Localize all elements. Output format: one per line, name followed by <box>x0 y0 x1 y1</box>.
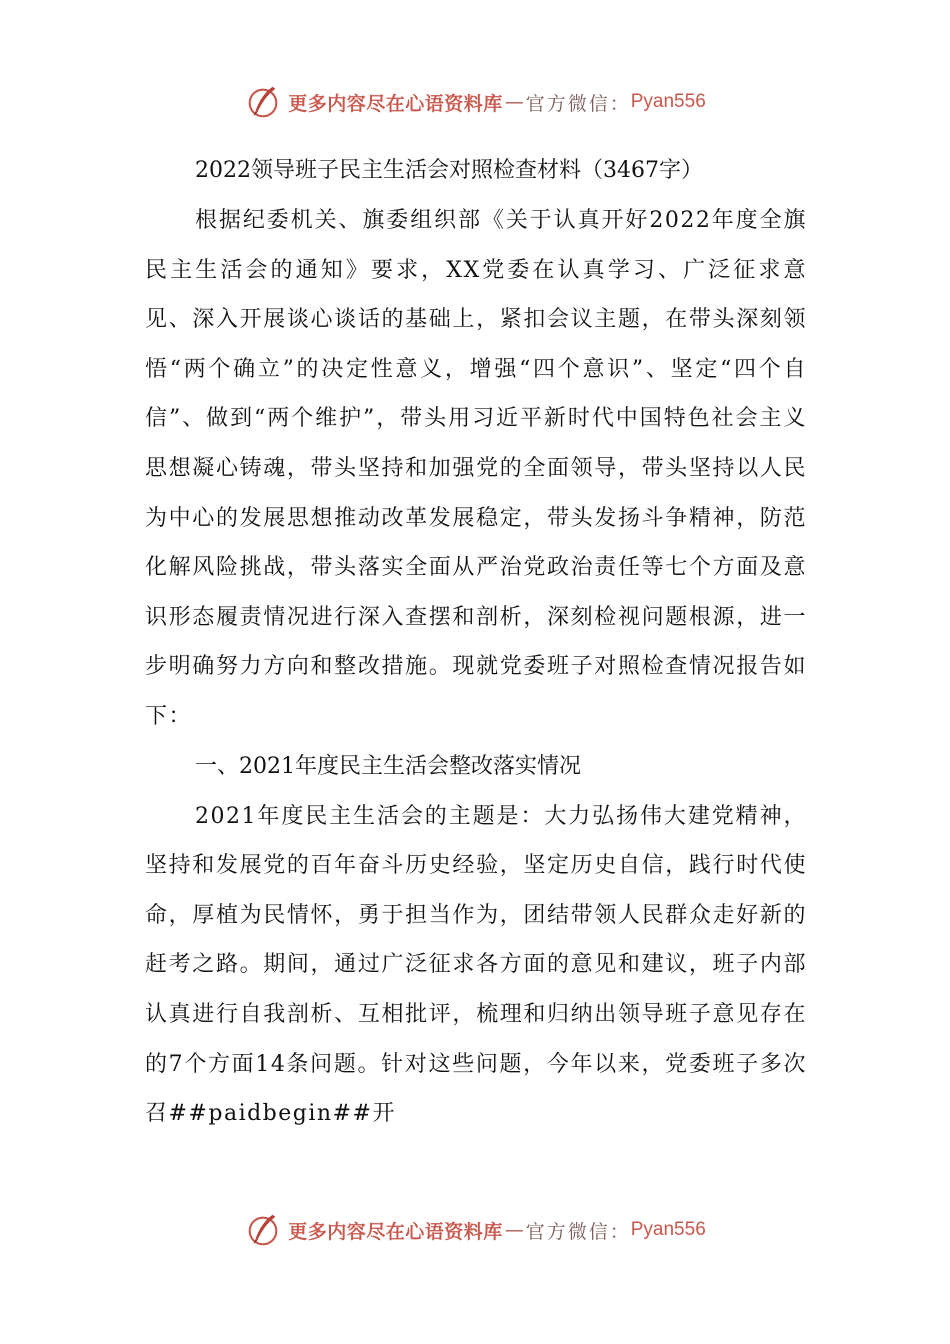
section1-heading: 一、2021年度民主生活会整改落实情况 <box>195 753 581 779</box>
watermark-official-label: 官方微信： <box>525 92 631 115</box>
document-body <box>145 146 807 1139</box>
quill-pen-circle-icon <box>244 83 282 121</box>
section1-paragraph: 2021年度民主生活会的主题是：大力弘扬伟大建党精神，坚持和发展党的百年奋斗历史经验，坚定历史自信，践行时代使命，厚植为民情怀，勇于担当作为，团结带领人民群众走好新的赶考之路。期间，通过广泛征求各方面的意见和建议，班子内部认真进行自我剖析、互相批评，梳理和归纳出领导班子意见存在的7个方面14条问题。针对这些问题，今年以来，党委班子多次召##paidbegin##开 <box>145 803 807 1127</box>
watermark-wechat-id: Pyan556 <box>630 91 706 112</box>
intro-paragraph: 根据纪委机关、旗委组织部《关于认真开好2022年度全旗民主生活会的通知》要求，XX党委在认真学习、广泛征求意见、深入开展谈心谈话的基础上，紧扣会议主题，在带头深刻领悟“两个确立”的决定性意义，增强“四个意识”、坚定“四个自信”、做到“两个维护”，带头用习近平新时代中国特色社会主义思想凝心铸魂，带头坚持和加强党的全面领导，带头坚持以人民为中心的发展思想推动改革发展稳定，带头发扬斗争精神，防范化解风险挑战，带头落实全面从严治党政治责任等七个方面及意识形态履责情况进行深入查摆和剖析，深刻检视问题根源，进一步明确努力方向和整改措施。现就党委班子对照检查情况报告如下： <box>145 208 807 729</box>
watermark-dash: — <box>504 1219 524 1241</box>
watermark-official-label: 官方微信： <box>525 1220 631 1243</box>
watermark-footer <box>0 1208 950 1252</box>
watermark-brand: 更多内容尽在心语资料库 <box>288 1220 503 1243</box>
watermark-header <box>0 80 950 124</box>
watermark-wechat-id: Pyan556 <box>630 1219 706 1240</box>
quill-pen-circle-icon <box>244 1211 282 1249</box>
document-title: 2022领导班子民主生活会对照检查材料（3467字） <box>195 158 703 183</box>
watermark-dash: — <box>504 91 524 113</box>
watermark-brand: 更多内容尽在心语资料库 <box>288 92 503 115</box>
